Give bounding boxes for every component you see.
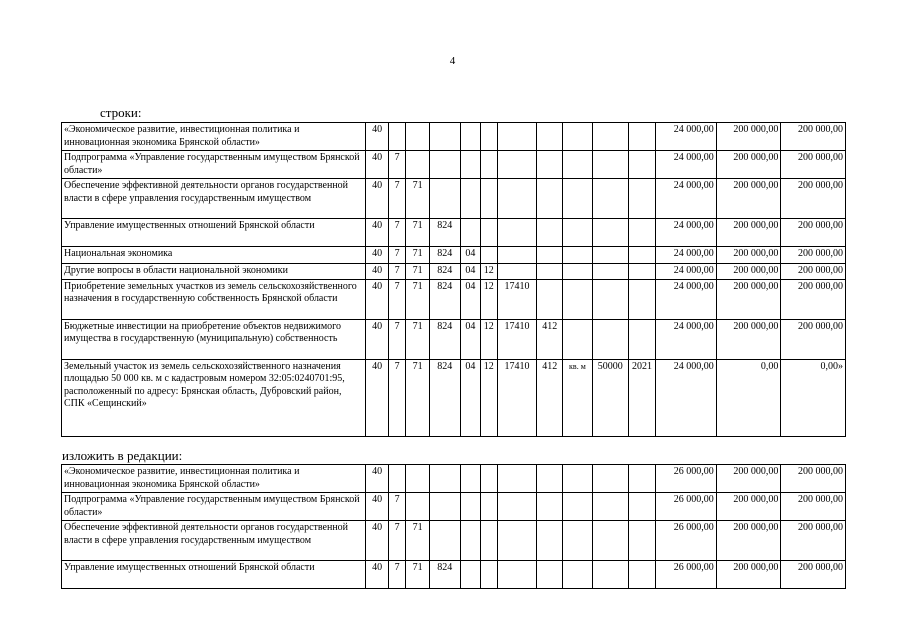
code-subsection-cell: 12: [481, 319, 497, 359]
code-subsection-cell: [481, 493, 497, 521]
code-expense-type-cell: [537, 151, 563, 179]
amount-2021-cell: 24 000,00: [656, 264, 716, 280]
code-subprogram-cell: [406, 493, 430, 521]
row-name-cell: Другие вопросы в области национальной экономики: [62, 264, 366, 280]
code-section-cell: [460, 561, 480, 589]
code-subprogram-cell: 71: [406, 264, 430, 280]
code-target-cell: [497, 465, 537, 493]
row-name-cell: Приобретение земельных участков из земель сельскохозяйственного назначения в государственную собственность Брянской области: [62, 279, 366, 319]
code-subsection-cell: [481, 219, 497, 247]
code-unit-cell: [563, 279, 593, 319]
code-program-cell: 7: [388, 219, 405, 247]
code-target-cell: [497, 561, 537, 589]
code-admin-cell: [429, 151, 460, 179]
amount-2022-cell: 200 000,00: [716, 179, 781, 219]
code-year-cell: [628, 179, 656, 219]
code-expense-type-cell: [537, 493, 563, 521]
row-name-cell: Управление имущественных отношений Брянской области: [62, 561, 366, 589]
code-admin-cell: [429, 465, 460, 493]
code-subsection-cell: [481, 247, 497, 264]
amount-2022-cell: 200 000,00: [716, 151, 781, 179]
table-row: [62, 561, 846, 589]
code-quantity-cell: [592, 179, 628, 219]
code-section-cell: [460, 219, 480, 247]
code-expense-type-cell: 412: [537, 359, 563, 436]
code-grbs-cell: 40: [366, 521, 389, 561]
table-row: [62, 151, 846, 179]
code-target-cell: [497, 247, 537, 264]
code-year-cell: [628, 279, 656, 319]
code-expense-type-cell: [537, 279, 563, 319]
code-unit-cell: [563, 319, 593, 359]
code-admin-cell: [429, 123, 460, 151]
code-target-cell: [497, 521, 537, 561]
section-heading-original: строки:: [100, 105, 142, 120]
amount-2023-cell: 200 000,00: [781, 319, 846, 359]
code-subsection-cell: [481, 151, 497, 179]
code-expense-type-cell: [537, 247, 563, 264]
amount-2023-cell: 200 000,00: [781, 279, 846, 319]
code-program-cell: 7: [388, 151, 405, 179]
amount-2021-cell: 24 000,00: [656, 279, 716, 319]
code-expense-type-cell: [537, 561, 563, 589]
row-name-cell: Подпрограмма «Управление государственным имуществом Брянской области»: [62, 151, 366, 179]
code-grbs-cell: 40: [366, 219, 389, 247]
code-program-cell: 7: [388, 179, 405, 219]
code-section-cell: [460, 493, 480, 521]
row-name-cell: Национальная экономика: [62, 247, 366, 264]
code-section-cell: [460, 123, 480, 151]
amount-2023-cell: 200 000,00: [781, 465, 846, 493]
code-unit-cell: [563, 521, 593, 561]
code-admin-cell: [429, 521, 460, 561]
code-quantity-cell: [592, 493, 628, 521]
amount-2022-cell: 200 000,00: [716, 493, 781, 521]
code-quantity-cell: [592, 151, 628, 179]
code-subsection-cell: [481, 179, 497, 219]
table-row: [62, 493, 846, 521]
code-expense-type-cell: [537, 264, 563, 280]
code-subprogram-cell: 71: [406, 279, 430, 319]
amount-2021-cell: 24 000,00: [656, 359, 716, 436]
code-year-cell: [628, 561, 656, 589]
code-quantity-cell: 50000: [592, 359, 628, 436]
code-grbs-cell: 40: [366, 179, 389, 219]
code-program-cell: [388, 123, 405, 151]
amount-2021-cell: 26 000,00: [656, 521, 716, 561]
code-unit-cell: [563, 151, 593, 179]
code-unit-cell: [563, 123, 593, 151]
code-subsection-cell: [481, 123, 497, 151]
code-program-cell: 7: [388, 561, 405, 589]
amount-2023-cell: 200 000,00: [781, 561, 846, 589]
code-unit-cell: [563, 465, 593, 493]
row-name-cell: Обеспечение эффективной деятельности органов государственной власти в сфере управления государственным имуществом: [62, 179, 366, 219]
code-expense-type-cell: [537, 465, 563, 493]
code-target-cell: [497, 219, 537, 247]
code-quantity-cell: [592, 521, 628, 561]
code-grbs-cell: 40: [366, 359, 389, 436]
code-program-cell: 7: [388, 264, 405, 280]
code-target-cell: 17410: [497, 279, 537, 319]
code-subprogram-cell: [406, 151, 430, 179]
code-subsection-cell: [481, 561, 497, 589]
code-unit-cell: [563, 561, 593, 589]
code-quantity-cell: [592, 279, 628, 319]
code-section-cell: [460, 465, 480, 493]
amount-2022-cell: 200 000,00: [716, 279, 781, 319]
amount-2021-cell: 24 000,00: [656, 219, 716, 247]
code-admin-cell: 824: [429, 247, 460, 264]
code-program-cell: 7: [388, 493, 405, 521]
code-quantity-cell: [592, 123, 628, 151]
table-row: [62, 179, 846, 219]
code-grbs-cell: 40: [366, 247, 389, 264]
code-subprogram-cell: 71: [406, 561, 430, 589]
code-target-cell: [497, 264, 537, 280]
code-subprogram-cell: 71: [406, 219, 430, 247]
code-year-cell: [628, 465, 656, 493]
code-unit-cell: кв. м: [563, 359, 593, 436]
code-grbs-cell: 40: [366, 465, 389, 493]
code-admin-cell: [429, 179, 460, 219]
amount-2022-cell: 200 000,00: [716, 465, 781, 493]
budget-table-revised: [61, 464, 846, 589]
code-year-cell: [628, 319, 656, 359]
code-year-cell: 2021: [628, 359, 656, 436]
code-target-cell: [497, 179, 537, 219]
table-row: [62, 465, 846, 493]
code-expense-type-cell: [537, 219, 563, 247]
page-number: 4: [449, 55, 456, 67]
code-unit-cell: [563, 219, 593, 247]
code-subprogram-cell: 71: [406, 319, 430, 359]
table-row: [62, 247, 846, 264]
amount-2023-cell: 200 000,00: [781, 264, 846, 280]
code-section-cell: [460, 521, 480, 561]
row-name-cell: «Экономическое развитие, инвестиционная политика и инновационная экономика Брянской области»: [62, 123, 366, 151]
code-year-cell: [628, 151, 656, 179]
row-name-cell: Обеспечение эффективной деятельности органов государственной власти в сфере управления государственным имуществом: [62, 521, 366, 561]
code-admin-cell: 824: [429, 279, 460, 319]
amount-2023-cell: 200 000,00: [781, 493, 846, 521]
code-grbs-cell: 40: [366, 319, 389, 359]
code-program-cell: 7: [388, 247, 405, 264]
code-grbs-cell: 40: [366, 279, 389, 319]
code-subprogram-cell: 71: [406, 359, 430, 436]
code-subsection-cell: 12: [481, 359, 497, 436]
code-year-cell: [628, 123, 656, 151]
code-expense-type-cell: [537, 123, 563, 151]
code-grbs-cell: 40: [366, 123, 389, 151]
amount-2022-cell: 200 000,00: [716, 247, 781, 264]
code-target-cell: [497, 151, 537, 179]
code-unit-cell: [563, 247, 593, 264]
code-subprogram-cell: 71: [406, 521, 430, 561]
code-program-cell: 7: [388, 521, 405, 561]
code-program-cell: 7: [388, 279, 405, 319]
code-admin-cell: 824: [429, 264, 460, 280]
code-program-cell: [388, 465, 405, 493]
table-row: [62, 279, 846, 319]
amount-2023-cell: 200 000,00: [781, 521, 846, 561]
amount-2023-cell: 200 000,00: [781, 123, 846, 151]
code-program-cell: 7: [388, 359, 405, 436]
code-quantity-cell: [592, 247, 628, 264]
amount-2021-cell: 24 000,00: [656, 247, 716, 264]
code-unit-cell: [563, 264, 593, 280]
amount-2023-cell: 200 000,00: [781, 219, 846, 247]
code-subprogram-cell: [406, 465, 430, 493]
code-section-cell: 04: [460, 264, 480, 280]
code-year-cell: [628, 521, 656, 561]
code-quantity-cell: [592, 465, 628, 493]
code-target-cell: [497, 123, 537, 151]
table-row: [62, 359, 846, 436]
table-row: [62, 319, 846, 359]
code-year-cell: [628, 264, 656, 280]
code-unit-cell: [563, 179, 593, 219]
budget-table-original: [61, 122, 846, 437]
code-admin-cell: 824: [429, 219, 460, 247]
code-section-cell: [460, 179, 480, 219]
code-section-cell: 04: [460, 279, 480, 319]
code-grbs-cell: 40: [366, 264, 389, 280]
amount-2021-cell: 24 000,00: [656, 151, 716, 179]
amount-2022-cell: 200 000,00: [716, 264, 781, 280]
table-row: [62, 219, 846, 247]
code-section-cell: 04: [460, 319, 480, 359]
code-expense-type-cell: [537, 521, 563, 561]
amount-2022-cell: 200 000,00: [716, 219, 781, 247]
code-admin-cell: 824: [429, 359, 460, 436]
code-grbs-cell: 40: [366, 493, 389, 521]
amount-2022-cell: 200 000,00: [716, 521, 781, 561]
code-section-cell: [460, 151, 480, 179]
code-year-cell: [628, 247, 656, 264]
code-target-cell: 17410: [497, 319, 537, 359]
code-expense-type-cell: 412: [537, 319, 563, 359]
amount-2021-cell: 26 000,00: [656, 493, 716, 521]
code-year-cell: [628, 493, 656, 521]
code-subprogram-cell: 71: [406, 179, 430, 219]
row-name-cell: Земельный участок из земель сельскохозяйственного назначения площадью 50 000 кв. м с кадастровым номером 32:05:0240701:95, расположенный по адресу: Брянская область, Дубровский район, СПК «Сещинский»: [62, 359, 366, 436]
code-quantity-cell: [592, 264, 628, 280]
amount-2022-cell: 200 000,00: [716, 123, 781, 151]
code-subsection-cell: 12: [481, 279, 497, 319]
amount-2023-cell: 200 000,00: [781, 247, 846, 264]
code-admin-cell: [429, 493, 460, 521]
code-subprogram-cell: 71: [406, 247, 430, 264]
amount-2021-cell: 24 000,00: [656, 123, 716, 151]
code-expense-type-cell: [537, 179, 563, 219]
code-target-cell: [497, 493, 537, 521]
amount-2021-cell: 26 000,00: [656, 561, 716, 589]
amount-2021-cell: 26 000,00: [656, 465, 716, 493]
code-admin-cell: 824: [429, 561, 460, 589]
code-quantity-cell: [592, 219, 628, 247]
code-admin-cell: 824: [429, 319, 460, 359]
code-grbs-cell: 40: [366, 151, 389, 179]
row-name-cell: Бюджетные инвестиции на приобретение объектов недвижимого имущества в государственную (муниципальную) собственность: [62, 319, 366, 359]
code-quantity-cell: [592, 561, 628, 589]
code-program-cell: 7: [388, 319, 405, 359]
section-heading-revised: изложить в редакции:: [62, 448, 183, 463]
code-year-cell: [628, 219, 656, 247]
amount-2023-cell: 200 000,00: [781, 179, 846, 219]
table-row: [62, 521, 846, 561]
code-target-cell: 17410: [497, 359, 537, 436]
code-subsection-cell: [481, 521, 497, 561]
table-row: [62, 123, 846, 151]
code-subsection-cell: 12: [481, 264, 497, 280]
code-section-cell: 04: [460, 247, 480, 264]
code-section-cell: 04: [460, 359, 480, 436]
code-subsection-cell: [481, 465, 497, 493]
code-grbs-cell: 40: [366, 561, 389, 589]
table-row: [62, 264, 846, 280]
row-name-cell: Управление имущественных отношений Брянской области: [62, 219, 366, 247]
code-quantity-cell: [592, 319, 628, 359]
amount-2021-cell: 24 000,00: [656, 319, 716, 359]
code-subprogram-cell: [406, 123, 430, 151]
row-name-cell: Подпрограмма «Управление государственным имуществом Брянской области»: [62, 493, 366, 521]
amount-2022-cell: 0,00: [716, 359, 781, 436]
amount-2021-cell: 24 000,00: [656, 179, 716, 219]
amount-2022-cell: 200 000,00: [716, 319, 781, 359]
row-name-cell: «Экономическое развитие, инвестиционная политика и инновационная экономика Брянской области»: [62, 465, 366, 493]
amount-2023-cell: 200 000,00: [781, 151, 846, 179]
amount-2022-cell: 200 000,00: [716, 561, 781, 589]
amount-2023-cell: 0,00»: [781, 359, 846, 436]
code-unit-cell: [563, 493, 593, 521]
